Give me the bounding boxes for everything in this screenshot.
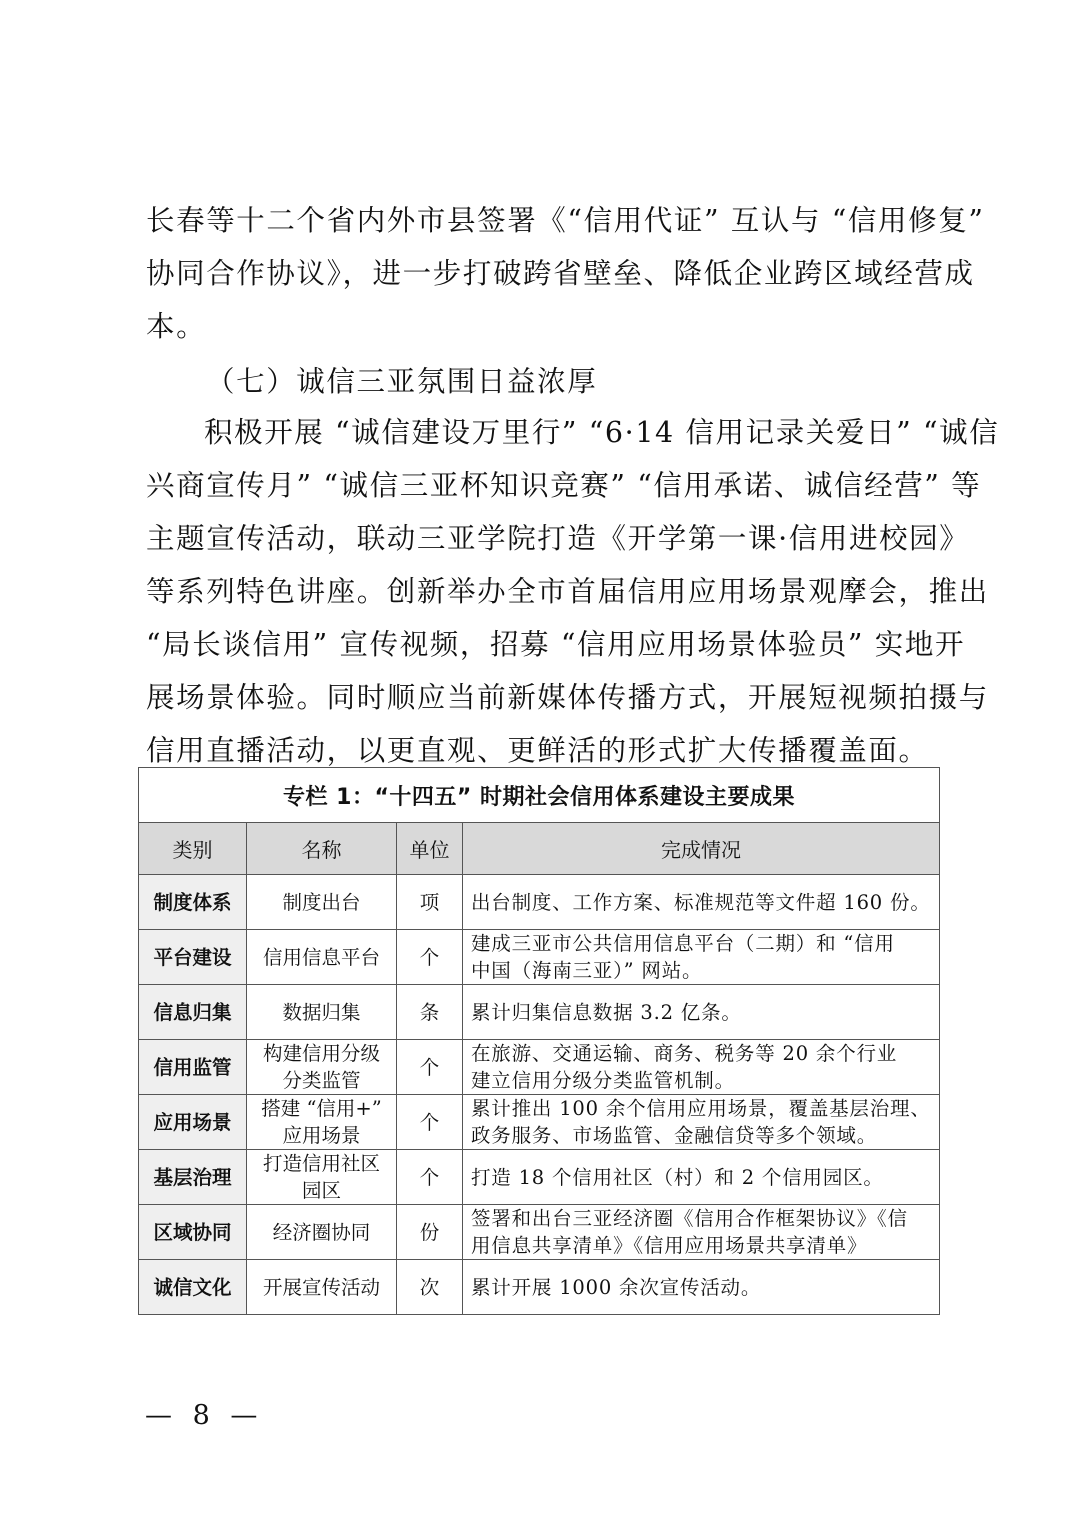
row-unit: 个 — [397, 1040, 463, 1095]
paragraph-line: 积极开展 “诚信建设万里行” “6·14 信用记录关爱日” “诚信 — [204, 416, 1000, 449]
header-unit: 单位 — [397, 823, 463, 875]
row-category: 应用场景 — [139, 1095, 247, 1150]
row-detail-line: 用信息共享清单》《信用应用场景共享清单》 — [471, 1234, 868, 1257]
row-name-line: 应用场景 — [282, 1124, 361, 1147]
table-row — [139, 1040, 940, 1095]
row-unit: 个 — [397, 930, 463, 985]
table-row — [139, 1205, 940, 1260]
row-detail-line: 累计归集信息数据 3.2 亿条。 — [471, 1000, 742, 1024]
header-name: 名称 — [247, 823, 397, 875]
achievements-table — [138, 767, 940, 1315]
row-name — [247, 1205, 397, 1260]
row-category: 区域协同 — [139, 1205, 247, 1260]
page-number: — 8 — — [145, 1400, 264, 1431]
row-unit: 项 — [397, 875, 463, 930]
row-detail — [463, 1040, 940, 1095]
row-category: 信息归集 — [139, 985, 247, 1040]
table-header-row — [139, 823, 940, 875]
row-detail-line: 建立信用分级分类监管机制。 — [471, 1069, 735, 1092]
row-name-line: 园区 — [301, 1179, 341, 1202]
paragraph-line: 长春等十二个省内外市县签署《“信用代证” 互认与 “信用修复” — [146, 204, 985, 237]
row-detail-line: 在旅游、交通运输、商务、税务等 20 余个行业 — [471, 1042, 898, 1065]
row-detail-line: 签署和出台三亚经济圈《信用合作框架协议》《信 — [471, 1207, 908, 1230]
row-detail-line: 政务服务、市场监管、金融信贷等多个领域。 — [471, 1124, 878, 1147]
row-detail — [463, 1260, 940, 1315]
paragraph-line: 展场景体验。同时顺应当前新媒体传播方式，开展短视频拍摄与 — [146, 681, 989, 714]
paragraph-line: “局长谈信用” 宣传视频，招募 “信用应用场景体验员” 实地开 — [146, 628, 966, 661]
paragraph-1 — [146, 194, 985, 353]
paragraph-line: 主题宣传活动，联动三亚学院打造《开学第一课·信用进校园》 — [146, 522, 970, 555]
row-detail — [463, 930, 940, 985]
row-category: 平台建设 — [139, 930, 247, 985]
table-row — [139, 930, 940, 985]
table-body — [139, 875, 940, 1315]
row-name-line: 构建信用分级 — [262, 1042, 380, 1065]
paragraph-line: 兴商宣传月” “诚信三亚杯知识竞赛” “信用承诺、诚信经营” 等 — [146, 469, 982, 502]
table-row — [139, 1150, 940, 1205]
row-category: 基层治理 — [139, 1150, 247, 1205]
row-detail — [463, 985, 940, 1040]
row-detail — [463, 1095, 940, 1150]
row-name-line: 打造信用社区 — [262, 1152, 380, 1175]
table-row — [139, 985, 940, 1040]
row-name — [247, 875, 397, 930]
row-name — [247, 1040, 397, 1095]
paragraph-2 — [146, 406, 1000, 777]
row-unit: 个 — [397, 1095, 463, 1150]
paragraph-line: 本。 — [146, 310, 207, 343]
paragraph-line: 等系列特色讲座。创新举办全市首届信用应用场景观摩会，推出 — [146, 575, 989, 608]
paragraph-line: 信用直播活动，以更直观、更鲜活的形式扩大传播覆盖面。 — [146, 734, 929, 767]
paragraph-line: 协同合作协议》，进一步打破跨省壁垒、降低企业跨区域经营成 — [146, 257, 975, 290]
row-name-line: 开展宣传活动 — [262, 1275, 380, 1299]
header-detail: 完成情况 — [463, 823, 940, 875]
row-category: 信用监管 — [139, 1040, 247, 1095]
row-detail-line: 累计开展 1000 余次宣传活动。 — [471, 1275, 762, 1299]
section-heading: （七）诚信三亚氛围日益浓厚 — [206, 365, 598, 398]
row-name-line: 搭建 “信用+” — [261, 1097, 382, 1120]
row-name-line: 信用信息平台 — [262, 945, 380, 969]
row-name — [247, 985, 397, 1040]
row-detail-line: 出台制度、工作方案、标准规范等文件超 160 份。 — [471, 890, 931, 914]
header-category: 类别 — [139, 823, 247, 875]
row-category: 诚信文化 — [139, 1260, 247, 1315]
table-caption: 专栏 1：“十四五” 时期社会信用体系建设主要成果 — [139, 768, 940, 823]
table-row — [139, 1095, 940, 1150]
row-category: 制度体系 — [139, 875, 247, 930]
row-name-line: 数据归集 — [282, 1000, 361, 1024]
row-name — [247, 1260, 397, 1315]
table-row — [139, 1260, 940, 1315]
row-name — [247, 1095, 397, 1150]
row-detail — [463, 875, 940, 930]
row-name-line: 经济圈协同 — [272, 1220, 371, 1244]
row-unit: 份 — [397, 1205, 463, 1260]
table-row — [139, 875, 940, 930]
row-unit: 条 — [397, 985, 463, 1040]
row-detail — [463, 1205, 940, 1260]
row-name — [247, 1150, 397, 1205]
row-name — [247, 930, 397, 985]
row-unit: 个 — [397, 1150, 463, 1205]
row-name-line: 分类监管 — [282, 1069, 361, 1092]
row-name-line: 制度出台 — [282, 890, 361, 914]
row-detail — [463, 1150, 940, 1205]
row-detail-line: 累计推出 100 余个信用应用场景，覆盖基层治理、 — [471, 1097, 931, 1120]
row-unit: 次 — [397, 1260, 463, 1315]
row-detail-line: 中国（海南三亚）” 网站。 — [471, 959, 703, 982]
row-detail-line: 建成三亚市公共信用信息平台（二期）和 “信用 — [471, 932, 895, 955]
row-detail-line: 打造 18 个信用社区（村）和 2 个信用园区。 — [471, 1165, 884, 1189]
